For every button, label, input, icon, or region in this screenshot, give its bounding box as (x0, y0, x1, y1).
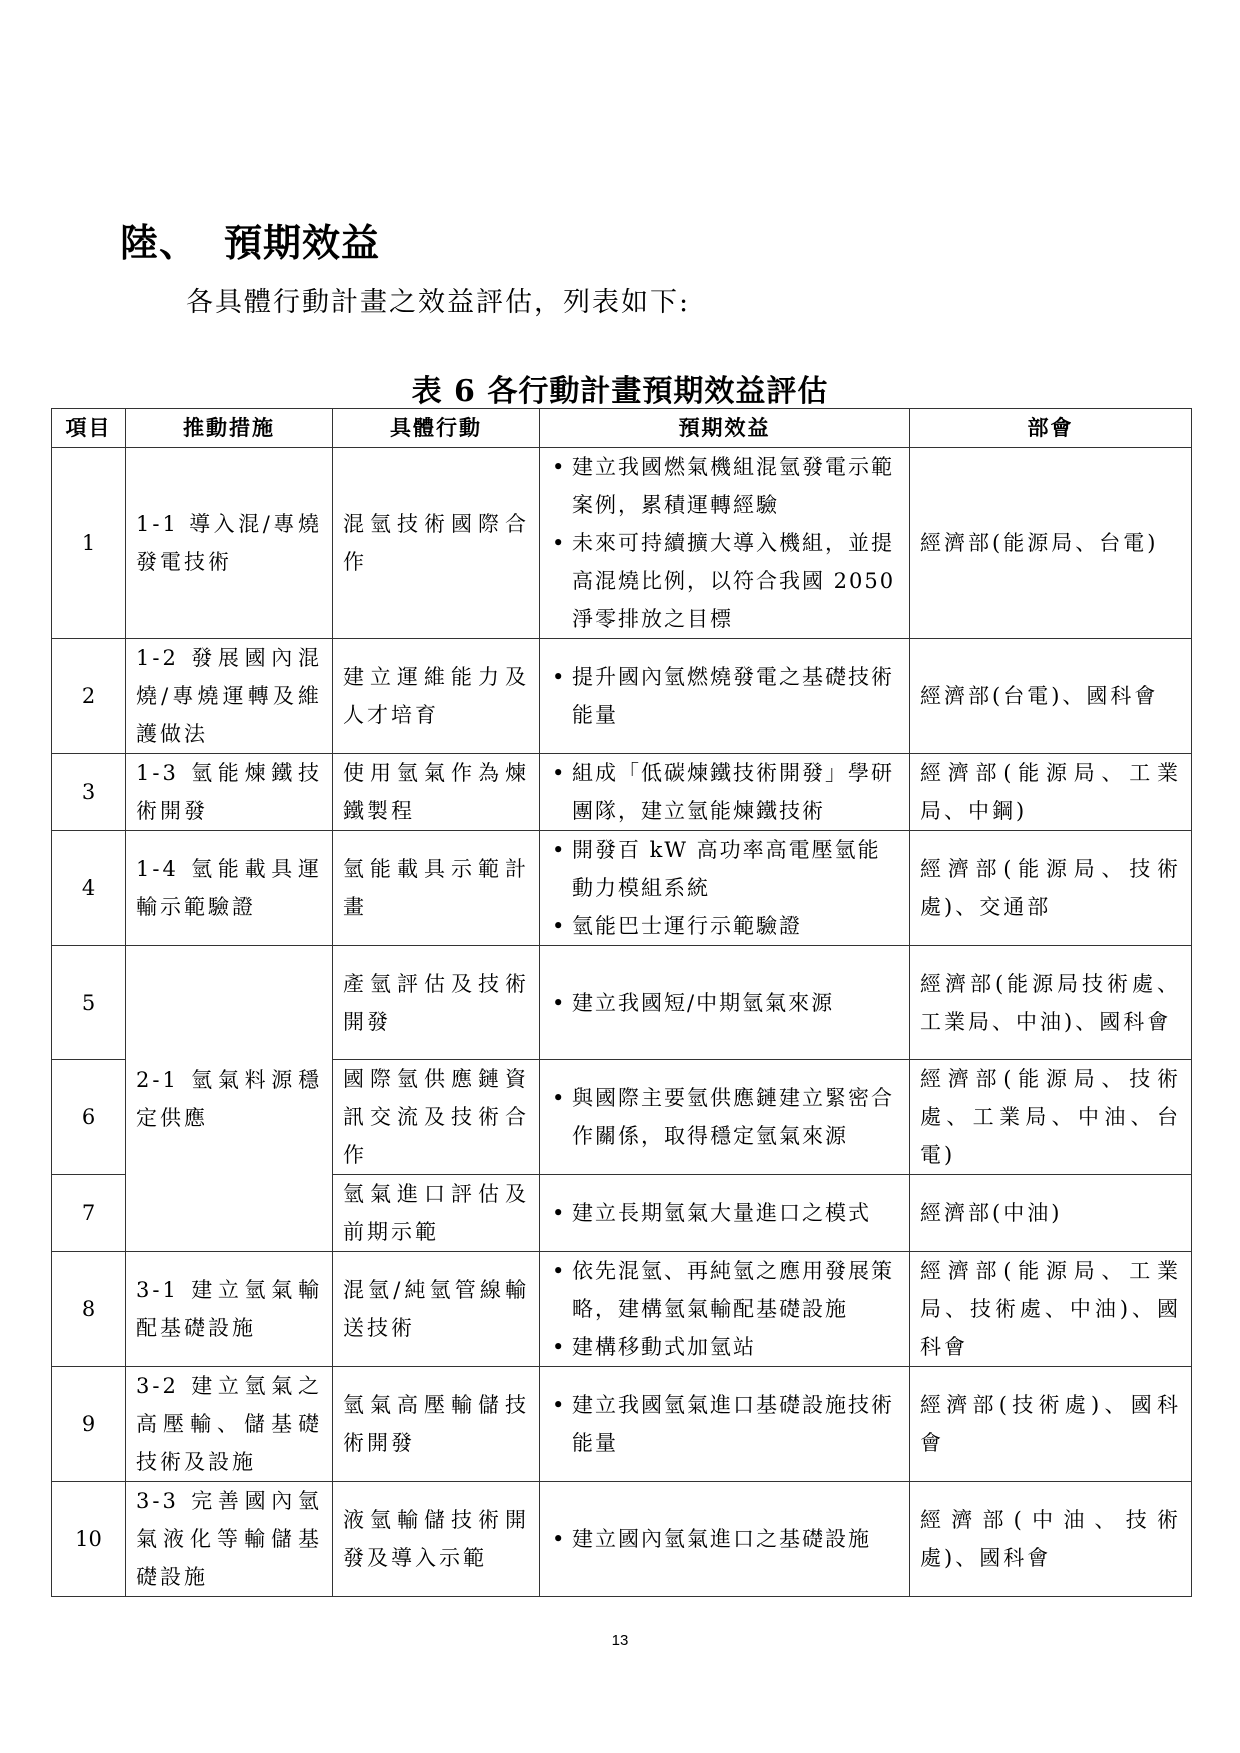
header-action: 具體行動 (333, 409, 540, 448)
benefit-cell (540, 1060, 910, 1175)
dept-cell: 經濟部(能源局、技術處、工業局、中油、台電) (910, 1060, 1192, 1175)
benefit-table (51, 408, 1192, 1597)
benefit-item: • 提升國內氫燃燒發電之基礎技術能量 (550, 658, 899, 734)
benefit-cell (540, 1482, 910, 1597)
benefit-item: • 開發百 kW 高功率高電壓氫能動力模組系統 (550, 831, 899, 907)
action-cell: 混氫技術國際合作 (333, 448, 540, 639)
measure-cell: 1-1 導入混/專燒發電技術 (126, 448, 333, 639)
action-cell: 產氫評估及技術開發 (333, 946, 540, 1060)
header-dept: 部會 (910, 409, 1192, 448)
row-number: 6 (52, 1060, 126, 1175)
action-cell: 氫能載具示範計畫 (333, 831, 540, 946)
section-title: 預期效益 (224, 221, 381, 265)
benefit-cell (540, 1252, 910, 1367)
measure-cell: 3-1 建立氫氣輸配基礎設施 (126, 1252, 333, 1367)
benefit-cell (540, 946, 910, 1060)
table-row (52, 1252, 1192, 1367)
header-item: 項目 (52, 409, 126, 448)
benefit-item: • 建立長期氫氣大量進口之模式 (550, 1194, 899, 1232)
row-number: 2 (52, 639, 126, 754)
benefit-cell (540, 1367, 910, 1482)
table-row (52, 639, 1192, 754)
table-row (52, 1367, 1192, 1482)
row-number: 10 (52, 1482, 126, 1597)
benefit-item: • 未來可持續擴大導入機組，並提高混燒比例，以符合我國 2050 淨零排放之目標 (550, 524, 899, 638)
row-number: 3 (52, 754, 126, 831)
dept-cell: 經濟部(能源局、工業局、中鋼) (910, 754, 1192, 831)
action-cell: 國際氫供應鏈資訊交流及技術合作 (333, 1060, 540, 1175)
measure-cell: 1-4 氫能載具運輸示範驗證 (126, 831, 333, 946)
dept-cell: 經濟部(中油、技術處)、國科會 (910, 1482, 1192, 1597)
action-cell: 使用氫氣作為煉鐵製程 (333, 754, 540, 831)
benefit-item: • 依先混氫、再純氫之應用發展策略，建構氫氣輸配基礎設施 (550, 1252, 899, 1328)
section-heading (120, 212, 380, 267)
table-header-row (52, 409, 1192, 448)
benefit-cell (540, 754, 910, 831)
table-row (52, 754, 1192, 831)
row-number: 7 (52, 1175, 126, 1252)
dept-cell: 經濟部(能源局、技術處)、交通部 (910, 831, 1192, 946)
benefit-item: • 建立國內氫氣進口之基礎設施 (550, 1520, 899, 1558)
measure-cell: 3-2 建立氫氣之高壓輸、儲基礎技術及設施 (126, 1367, 333, 1482)
intro-paragraph: 各具體行動計畫之效益評估，列表如下: (186, 287, 691, 318)
page-number: 13 (611, 1632, 629, 1649)
table-caption: 表 6 各行動計畫預期效益評估 (411, 374, 829, 409)
benefit-item: • 組成「低碳煉鐵技術開發」學研團隊，建立氫能煉鐵技術 (550, 754, 899, 830)
benefit-item: • 與國際主要氫供應鏈建立緊密合作關係，取得穩定氫氣來源 (550, 1079, 899, 1155)
dept-cell: 經濟部(能源局、工業局、技術處、中油)、國科會 (910, 1252, 1192, 1367)
benefit-cell (540, 1175, 910, 1252)
benefit-cell (540, 639, 910, 754)
benefit-cell (540, 831, 910, 946)
measure-cell: 1-3 氫能煉鐵技術開發 (126, 754, 333, 831)
row-number: 1 (52, 448, 126, 639)
action-cell: 液氫輸儲技術開發及導入示範 (333, 1482, 540, 1597)
action-cell: 氫氣進口評估及前期示範 (333, 1175, 540, 1252)
dept-cell: 經濟部(能源局、台電) (910, 448, 1192, 639)
measure-cell: 2-1 氫氣料源穩定供應 (126, 946, 333, 1252)
benefit-item: • 建立我國氫氣進口基礎設施技術能量 (550, 1386, 899, 1462)
measure-cell: 3-3 完善國內氫氣液化等輸儲基礎設施 (126, 1482, 333, 1597)
action-cell: 氫氣高壓輸儲技術開發 (333, 1367, 540, 1482)
header-measure: 推動措施 (126, 409, 333, 448)
table-row (52, 1482, 1192, 1597)
dept-cell: 經濟部(台電)、國科會 (910, 639, 1192, 754)
dept-cell: 經濟部(能源局技術處、工業局、中油)、國科會 (910, 946, 1192, 1060)
benefit-cell (540, 448, 910, 639)
table-row (52, 448, 1192, 639)
dept-cell: 經濟部(技術處)、國科會 (910, 1367, 1192, 1482)
action-cell: 建立運維能力及人才培育 (333, 639, 540, 754)
benefit-item: • 建立我國燃氣機組混氫發電示範案例，累積運轉經驗 (550, 448, 899, 524)
action-cell: 混氫/純氫管線輸送技術 (333, 1252, 540, 1367)
section-number: 陸、 (120, 221, 199, 265)
benefit-item: • 建構移動式加氫站 (550, 1328, 899, 1366)
row-number: 9 (52, 1367, 126, 1482)
dept-cell: 經濟部(中油) (910, 1175, 1192, 1252)
row-number: 8 (52, 1252, 126, 1367)
row-number: 4 (52, 831, 126, 946)
row-number: 5 (52, 946, 126, 1060)
table-row (52, 831, 1192, 946)
table-row (52, 946, 1192, 1060)
benefit-item: • 建立我國短/中期氫氣來源 (550, 984, 899, 1022)
measure-cell: 1-2 發展國內混燒/專燒運轉及維護做法 (126, 639, 333, 754)
benefit-item: • 氫能巴士運行示範驗證 (550, 907, 899, 945)
header-benefit: 預期效益 (540, 409, 910, 448)
